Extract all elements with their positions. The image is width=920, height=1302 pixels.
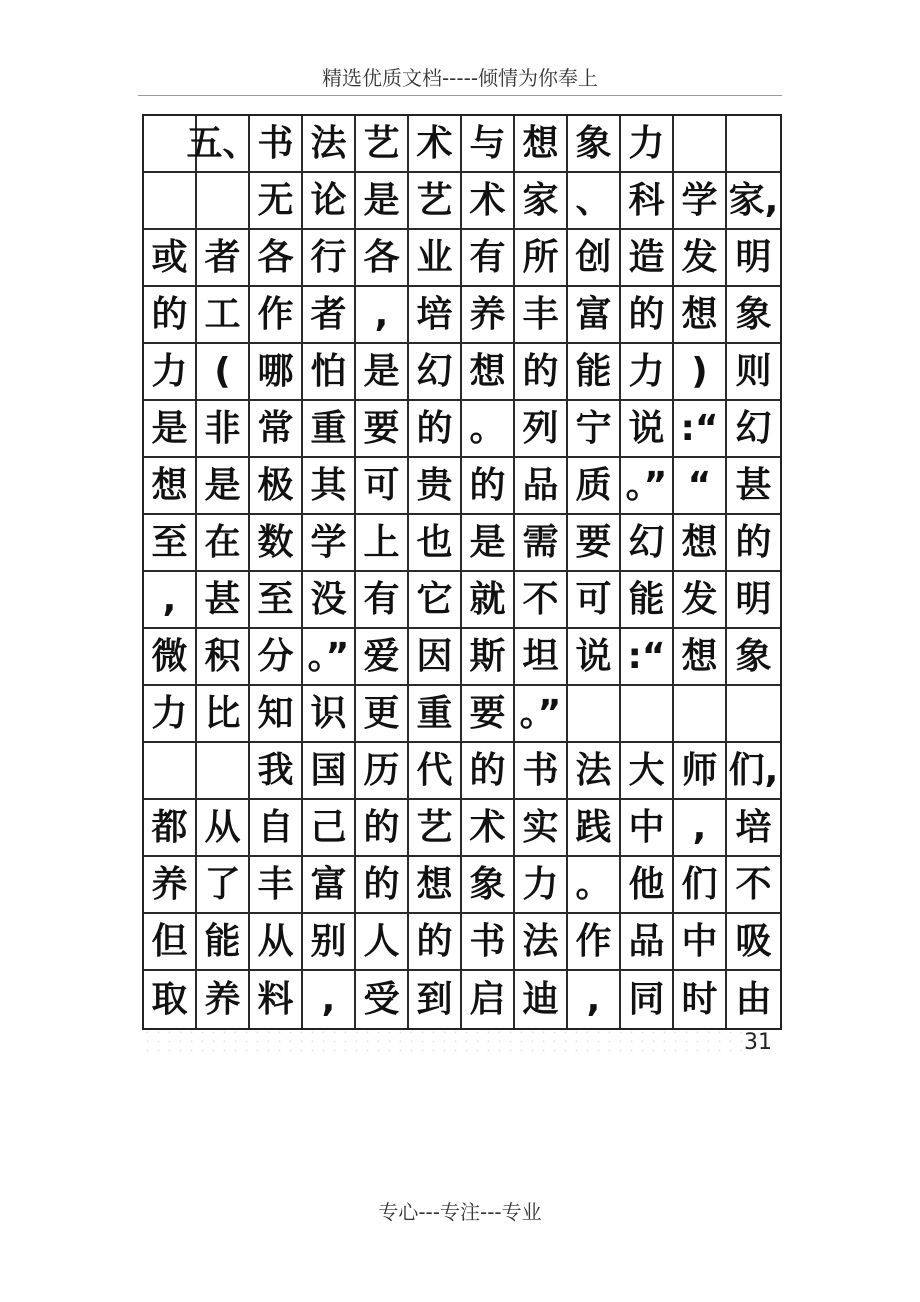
grid-cell: 业 — [409, 230, 462, 287]
grid-cell: 就 — [462, 572, 515, 629]
grid-cell: 创 — [568, 230, 621, 287]
grid-cell: 想 — [409, 857, 462, 914]
grid-cell: 的 — [356, 800, 409, 857]
grid-cell: 要 — [356, 401, 409, 458]
grid-cell: 行 — [303, 230, 356, 287]
grid-cell: 怕 — [303, 344, 356, 401]
grid-cell: 微 — [144, 629, 197, 686]
grid-cell: 能 — [197, 914, 250, 971]
grid-cell: 。” — [515, 686, 568, 743]
character-grid — [144, 116, 780, 1028]
grid-cell: , — [674, 800, 727, 857]
grid-cell: 大 — [621, 743, 674, 800]
grid-cell: 书 — [515, 743, 568, 800]
grid-cell: 品 — [621, 914, 674, 971]
grid-cell: 更 — [356, 686, 409, 743]
grid-cell: 上 — [356, 515, 409, 572]
grid-cell: 其 — [303, 458, 356, 515]
grid-cell: 质 — [568, 458, 621, 515]
grid-cell: 书 — [462, 914, 515, 971]
grid-cell: 到 — [409, 971, 462, 1028]
page-header: 精选优质文档-----倾情为你奉上 — [321, 66, 599, 90]
grid-cell: 取 — [144, 971, 197, 1028]
grid-cell — [144, 173, 197, 230]
grid-cell: 宁 — [568, 401, 621, 458]
grid-cell: 的 — [515, 344, 568, 401]
grid-cell: ) — [674, 344, 727, 401]
grid-cell: 坦 — [515, 629, 568, 686]
grid-cell: 品 — [515, 458, 568, 515]
grid-cell: 象 — [568, 116, 621, 173]
grid-cell: 知 — [250, 686, 303, 743]
grid-cell: 丰 — [250, 857, 303, 914]
grid-cell: 可 — [568, 572, 621, 629]
grid-cell: 自 — [250, 800, 303, 857]
grid-cell: “ — [674, 458, 727, 515]
grid-cell: 重 — [409, 686, 462, 743]
grid-cell: 是 — [197, 458, 250, 515]
grid-cell: 的 — [144, 287, 197, 344]
grid-cell: 中 — [674, 914, 727, 971]
grid-cell: 说 — [568, 629, 621, 686]
grid-cell — [197, 743, 250, 800]
grid-cell: 都 — [144, 800, 197, 857]
grid-cell: 常 — [250, 401, 303, 458]
grid-cell: 想 — [144, 458, 197, 515]
grid-cell: 象 — [727, 287, 780, 344]
grid-cell: 力 — [144, 686, 197, 743]
grid-cell: 非 — [197, 401, 250, 458]
grid-cell: 的 — [462, 458, 515, 515]
grid-cell: 则 — [727, 344, 780, 401]
grid-cell: 家, — [727, 173, 780, 230]
grid-cell: 实 — [515, 800, 568, 857]
grid-cell: 论 — [303, 173, 356, 230]
grid-cell: 富 — [568, 287, 621, 344]
grid-cell: 国 — [303, 743, 356, 800]
grid-cell: 但 — [144, 914, 197, 971]
grid-cell: 甚 — [727, 458, 780, 515]
grid-cell: 极 — [250, 458, 303, 515]
grid-cell — [568, 686, 621, 743]
grid-cell: 不 — [727, 857, 780, 914]
grid-cell: 哪 — [250, 344, 303, 401]
grid-cell: 能 — [568, 344, 621, 401]
grid-cell: 各 — [356, 230, 409, 287]
grid-cell: 五、 — [197, 116, 250, 173]
grid-cell: 从 — [250, 914, 303, 971]
grid-cell: 比 — [197, 686, 250, 743]
grid-cell: , — [144, 572, 197, 629]
grid-cell: 力 — [515, 857, 568, 914]
grid-cell: 重 — [303, 401, 356, 458]
grid-cell: 料 — [250, 971, 303, 1028]
grid-cell: 力 — [144, 344, 197, 401]
grid-cell: 需 — [515, 515, 568, 572]
grid-cell: 造 — [621, 230, 674, 287]
grid-cell: 人 — [356, 914, 409, 971]
grid-cell: 术 — [462, 173, 515, 230]
grid-cell: 数 — [250, 515, 303, 572]
grid-cell: 中 — [621, 800, 674, 857]
grid-cell: 说 — [621, 401, 674, 458]
grid-cell: 没 — [303, 572, 356, 629]
grid-cell: 要 — [462, 686, 515, 743]
grid-cell: 是 — [356, 173, 409, 230]
grid-cell: 。 — [462, 401, 515, 458]
grid-cell: 的 — [356, 857, 409, 914]
grid-cell: 它 — [409, 572, 462, 629]
grid-cell: 从 — [197, 800, 250, 857]
grid-cell: 艺 — [356, 116, 409, 173]
grid-cell: 要 — [568, 515, 621, 572]
grid-cell: 各 — [250, 230, 303, 287]
grid-cell: 发 — [674, 230, 727, 287]
grid-cell: 丰 — [515, 287, 568, 344]
grid-cell: 明 — [727, 572, 780, 629]
grid-cell: 是 — [356, 344, 409, 401]
grid-cell: 可 — [356, 458, 409, 515]
grid-cell: 。” — [621, 458, 674, 515]
grid-cell: , — [356, 287, 409, 344]
grid-cell: 者 — [197, 230, 250, 287]
grid-cell: 。” — [303, 629, 356, 686]
grid-cell: 想 — [674, 629, 727, 686]
grid-cell: 象 — [462, 857, 515, 914]
grid-cell: 分 — [250, 629, 303, 686]
grid-cell: 列 — [515, 401, 568, 458]
grid-cell: 作 — [568, 914, 621, 971]
grid-cell: 历 — [356, 743, 409, 800]
grid-cell: 有 — [356, 572, 409, 629]
grid-cell: 幻 — [727, 401, 780, 458]
grid-cell: 、 — [568, 173, 621, 230]
grid-cell: 至 — [250, 572, 303, 629]
grid-cell: 识 — [303, 686, 356, 743]
grid-cell: 是 — [144, 401, 197, 458]
grid-cell: 学 — [674, 173, 727, 230]
grid-cell — [674, 686, 727, 743]
grid-cell: :“ — [674, 401, 727, 458]
grid-cell: 或 — [144, 230, 197, 287]
grid-cell: 艺 — [409, 173, 462, 230]
grid-cell: 己 — [303, 800, 356, 857]
grid-cell — [197, 173, 250, 230]
grid-cell: 的 — [409, 914, 462, 971]
grid-cell: 师 — [674, 743, 727, 800]
grid-cell: 科 — [621, 173, 674, 230]
grid-cell: 无 — [250, 173, 303, 230]
grid-cell: 启 — [462, 971, 515, 1028]
grid-cell: 养 — [462, 287, 515, 344]
grid-cell: ( — [197, 344, 250, 401]
grid-cell: 践 — [568, 800, 621, 857]
grid-cell: 了 — [197, 857, 250, 914]
grid-cell: 他 — [621, 857, 674, 914]
grid-cell: 的 — [409, 401, 462, 458]
grid-cell — [727, 116, 780, 173]
grid-cell: 不 — [515, 572, 568, 629]
grid-cell: 家 — [515, 173, 568, 230]
grid-cell: 积 — [197, 629, 250, 686]
grid-cell: 的 — [727, 515, 780, 572]
grid-cell: 力 — [621, 344, 674, 401]
grid-cell — [727, 686, 780, 743]
grid-cell — [674, 116, 727, 173]
grid-cell: 别 — [303, 914, 356, 971]
grid-cell: 甚 — [197, 572, 250, 629]
grid-cell: 至 — [144, 515, 197, 572]
grid-cell: 与 — [462, 116, 515, 173]
grid-cell: 的 — [621, 287, 674, 344]
grid-cell: 迪 — [515, 971, 568, 1028]
grid-cell: 贵 — [409, 458, 462, 515]
grid-cell: 培 — [409, 287, 462, 344]
grid-cell: 者 — [303, 287, 356, 344]
grid-cell: 因 — [409, 629, 462, 686]
grid-cell: 有 — [462, 230, 515, 287]
grid-cell: 的 — [462, 743, 515, 800]
grid-cell: 艺 — [409, 800, 462, 857]
grid-cell: 法 — [515, 914, 568, 971]
grid-cell: 象 — [727, 629, 780, 686]
grid-cell: :“ — [621, 629, 674, 686]
grid-cell: 想 — [462, 344, 515, 401]
grid-cell: , — [568, 971, 621, 1028]
grid-cell: 时 — [674, 971, 727, 1028]
grid-cell — [144, 743, 197, 800]
grid-cell: 力 — [621, 116, 674, 173]
grid-cell: 同 — [621, 971, 674, 1028]
grid-cell: 爱 — [356, 629, 409, 686]
grid-cell: 术 — [409, 116, 462, 173]
grid-cell: 们 — [674, 857, 727, 914]
grid-cell: 是 — [462, 515, 515, 572]
grid-cell: 所 — [515, 230, 568, 287]
grid-cell: 幻 — [621, 515, 674, 572]
grid-cell: 想 — [515, 116, 568, 173]
grid-cell: 明 — [727, 230, 780, 287]
calligraphy-grid-sheet — [142, 114, 782, 1030]
grid-cell: 法 — [303, 116, 356, 173]
grid-cell: 受 — [356, 971, 409, 1028]
grid-cell: 幻 — [409, 344, 462, 401]
grid-cell: 想 — [674, 515, 727, 572]
header-divider — [138, 95, 782, 96]
grid-cell: 养 — [197, 971, 250, 1028]
grid-cell: 学 — [303, 515, 356, 572]
grid-cell: 代 — [409, 743, 462, 800]
scan-noise — [142, 1028, 742, 1052]
grid-cell — [621, 686, 674, 743]
grid-cell: 培 — [727, 800, 780, 857]
grid-cell: 吸 — [727, 914, 780, 971]
grid-cell: 。 — [568, 857, 621, 914]
grid-cell: 由 — [735, 978, 772, 1020]
grid-cell: 作 — [250, 287, 303, 344]
page-footer: 专心---专注---专业 — [378, 1200, 542, 1224]
grid-cell: 工 — [197, 287, 250, 344]
grid-cell: 富 — [303, 857, 356, 914]
grid-cell: 书 — [250, 116, 303, 173]
grid-cell: 们, — [727, 743, 780, 800]
grid-cell: 法 — [568, 743, 621, 800]
grid-cell: 斯 — [462, 629, 515, 686]
grid-cell: 术 — [462, 800, 515, 857]
page-number: 31 — [744, 1030, 772, 1055]
grid-cell: 在 — [197, 515, 250, 572]
grid-cell: 想 — [674, 287, 727, 344]
grid-cell: 能 — [621, 572, 674, 629]
grid-cell: 养 — [144, 857, 197, 914]
grid-cell: , — [303, 971, 356, 1028]
grid-cell: 也 — [409, 515, 462, 572]
grid-cell: 发 — [674, 572, 727, 629]
grid-cell: 我 — [250, 743, 303, 800]
